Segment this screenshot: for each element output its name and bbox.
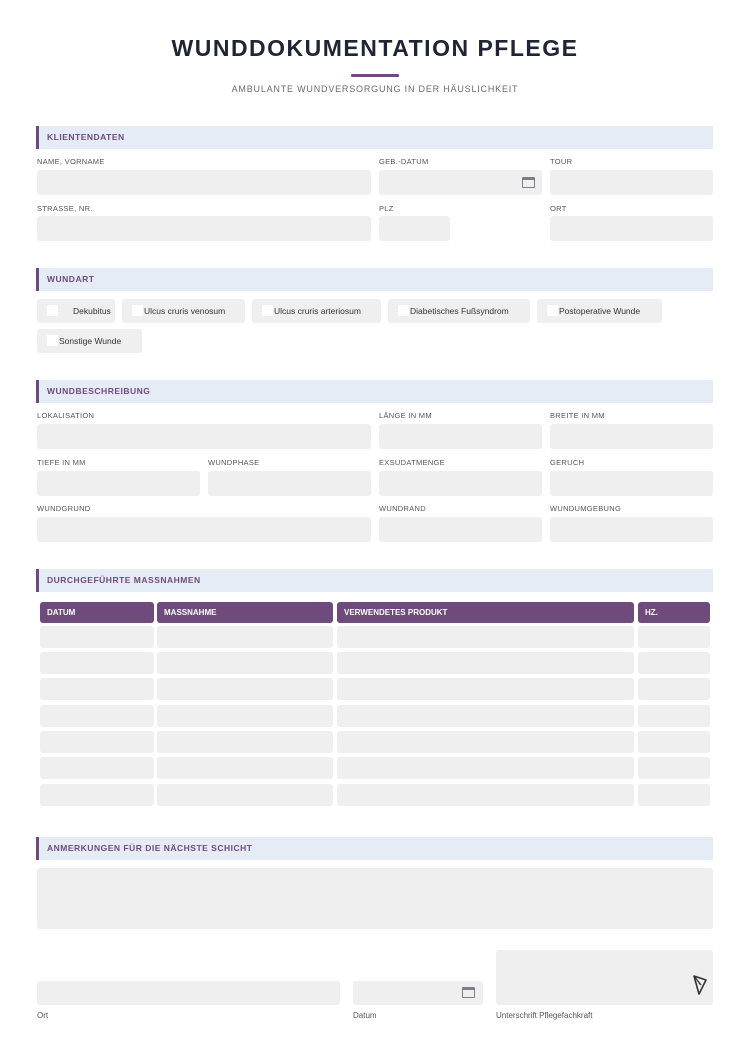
wound-base-field[interactable] (37, 517, 371, 542)
length-label: LÄNGE IN MM (379, 411, 432, 420)
table-cell[interactable] (40, 731, 154, 753)
wound-surrounding-field[interactable] (550, 517, 713, 542)
table-cell[interactable] (337, 678, 634, 700)
table-cell[interactable] (40, 652, 154, 674)
table-cell[interactable] (638, 731, 710, 753)
depth-field[interactable] (37, 471, 200, 496)
date-label: Datum (353, 1011, 377, 1020)
column-header-date: DATUM (40, 602, 154, 623)
wound-type-option[interactable] (537, 299, 662, 323)
section-wound-description: WUNDBESCHREIBUNG (36, 380, 713, 403)
checkbox[interactable] (547, 305, 558, 316)
table-cell[interactable] (40, 784, 154, 806)
tour-field[interactable] (550, 170, 713, 195)
column-header-product: VERWENDETES PRODUKT (337, 602, 634, 623)
wound-surrounding-label: WUNDUMGEBUNG (550, 504, 622, 513)
wound-type-option[interactable] (252, 299, 381, 323)
table-cell[interactable] (337, 731, 634, 753)
table-cell[interactable] (638, 705, 710, 727)
section-notes: ANMERKUNGEN FÜR DIE NÄCHSTE SCHICHT (36, 837, 713, 860)
column-header-measure: MASSNAHME (157, 602, 333, 623)
odor-label: GERUCH (550, 458, 585, 467)
option-label: Diabetisches Fußsyndrom (410, 306, 509, 316)
name-field[interactable] (37, 170, 371, 195)
table-cell[interactable] (337, 757, 634, 779)
signature-label: Unterschrift Pflegefachkraft (496, 1011, 593, 1020)
place-field[interactable] (37, 981, 340, 1005)
wound-edge-field[interactable] (379, 517, 542, 542)
signature-field[interactable] (496, 950, 713, 1005)
depth-label: TIEFE IN MM (37, 458, 86, 467)
date-field[interactable] (353, 981, 483, 1005)
column-header-initials: HZ. (638, 602, 710, 623)
option-label: Dekubitus (73, 306, 111, 316)
wound-base-label: WUNDGRUND (37, 504, 91, 513)
checkbox[interactable] (398, 305, 409, 316)
zip-label: PLZ (379, 204, 394, 213)
table-cell[interactable] (40, 705, 154, 727)
table-cell[interactable] (638, 678, 710, 700)
table-cell[interactable] (337, 652, 634, 674)
city-field[interactable] (550, 216, 713, 241)
length-field[interactable] (379, 424, 542, 449)
option-label: Sonstige Wunde (59, 336, 122, 346)
section-wound-type: WUNDART (36, 268, 713, 291)
name-label: NAME, VORNAME (37, 157, 105, 166)
table-cell[interactable] (40, 678, 154, 700)
width-label: BREITE IN MM (550, 411, 605, 420)
title-divider (351, 74, 399, 77)
pen-nib-icon (692, 973, 708, 997)
table-cell[interactable] (157, 678, 333, 700)
odor-field[interactable] (550, 471, 713, 496)
street-label: STRASSE, NR. (37, 204, 93, 213)
option-label: Ulcus cruris arteriosum (274, 306, 361, 316)
checkbox[interactable] (47, 335, 58, 346)
checkbox[interactable] (262, 305, 273, 316)
zip-field[interactable] (379, 216, 450, 241)
option-label: Postoperative Wunde (559, 306, 641, 316)
table-cell[interactable] (337, 705, 634, 727)
page-subtitle: AMBULANTE WUNDVERSORGUNG IN DER HÄUSLICHKEIT (231, 84, 519, 94)
section-client-data: KLIENTENDATEN (36, 126, 713, 149)
page-title: WUNDDOKUMENTATION PFLEGE (171, 35, 579, 61)
section-measures: DURCHGEFÜHRTE MASSNAHMEN (36, 569, 713, 592)
table-cell[interactable] (638, 626, 710, 648)
table-cell[interactable] (337, 784, 634, 806)
table-cell[interactable] (157, 652, 333, 674)
exudate-label: EXSUDATMENGE (379, 458, 445, 467)
checkbox[interactable] (47, 305, 58, 316)
localisation-field[interactable] (37, 424, 371, 449)
city-label: ORT (550, 204, 567, 213)
wound-type-option[interactable] (37, 299, 115, 323)
notes-field[interactable] (37, 868, 713, 929)
table-cell[interactable] (157, 626, 333, 648)
table-cell[interactable] (638, 784, 710, 806)
tour-label: TOUR (550, 157, 573, 166)
wound-type-option[interactable] (37, 329, 142, 353)
table-cell[interactable] (40, 626, 154, 648)
phase-label: WUNDPHASE (208, 458, 260, 467)
checkbox[interactable] (132, 305, 143, 316)
exudate-field[interactable] (379, 471, 542, 496)
width-field[interactable] (550, 424, 713, 449)
birthdate-field[interactable] (379, 170, 542, 195)
wound-type-option[interactable] (122, 299, 245, 323)
street-field[interactable] (37, 216, 371, 241)
localisation-label: LOKALISATION (37, 411, 95, 420)
wound-edge-label: WUNDRAND (379, 504, 426, 513)
table-cell[interactable] (337, 626, 634, 648)
phase-field[interactable] (208, 471, 371, 496)
table-cell[interactable] (40, 757, 154, 779)
calendar-icon[interactable] (462, 987, 475, 998)
table-cell[interactable] (157, 705, 333, 727)
option-label: Ulcus cruris venosum (144, 306, 226, 316)
birthdate-label: GEB.-DATUM (379, 157, 429, 166)
table-cell[interactable] (638, 652, 710, 674)
table-cell[interactable] (638, 757, 710, 779)
table-cell[interactable] (157, 731, 333, 753)
wound-type-option[interactable] (388, 299, 530, 323)
place-label: Ort (37, 1011, 49, 1020)
table-cell[interactable] (157, 784, 333, 806)
calendar-icon[interactable] (522, 177, 535, 188)
table-cell[interactable] (157, 757, 333, 779)
